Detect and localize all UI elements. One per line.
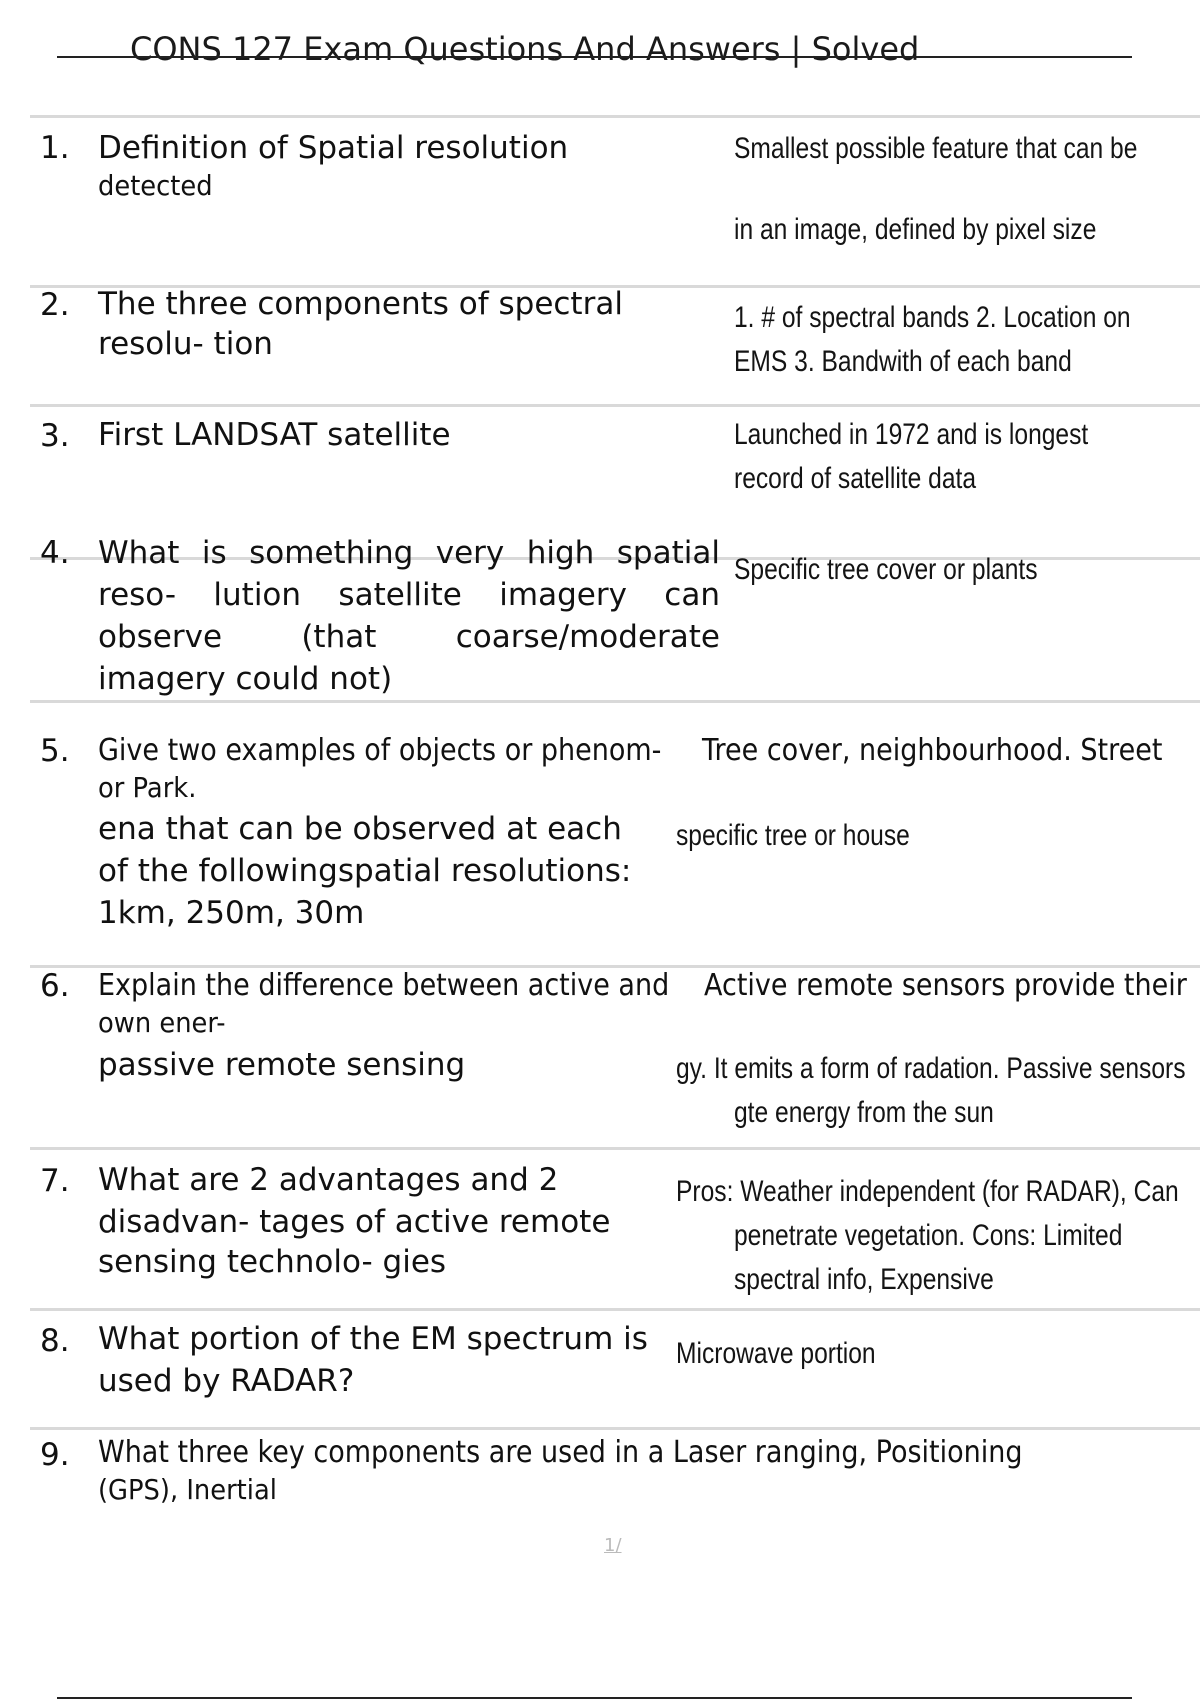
- page-title: CONS 127 Exam Questions And Answers | Solved: [130, 30, 920, 68]
- answer-text: in an image, defined by pixel size: [734, 213, 1097, 246]
- question-text: own ener-: [98, 1006, 226, 1039]
- item-number: 3.: [40, 418, 70, 454]
- answer-text: Active remote sensors provide their: [704, 968, 1187, 1003]
- page-number: 1/: [604, 1535, 622, 1556]
- answer-text: Smallest possible feature that can be: [734, 132, 1138, 165]
- question-text: sensing technolo- gies: [98, 1244, 447, 1280]
- question-text: or Park.: [98, 771, 197, 804]
- row-divider: [30, 1308, 1200, 1311]
- title-rule: [57, 56, 1132, 58]
- question-text: Give two examples of objects or phenom-: [98, 733, 662, 768]
- answer-text: Specific tree cover or plants: [734, 553, 1038, 586]
- item-number: 6.: [40, 968, 70, 1004]
- row-divider: [30, 404, 1200, 407]
- question-text: Explain the difference between active and: [98, 968, 670, 1003]
- question-text: imagery could not): [98, 661, 393, 697]
- item-number: 7.: [40, 1163, 70, 1199]
- answer-text: penetrate vegetation. Cons: Limited: [734, 1219, 1123, 1252]
- question-text: resolu- tion: [98, 326, 273, 362]
- question-text: disadvan- tages of active remote: [98, 1204, 611, 1240]
- question-text: of the followingspatial resolutions:: [98, 853, 632, 889]
- question-text: detected: [98, 169, 213, 202]
- answer-text: 1. # of spectral bands 2. Location on: [734, 301, 1131, 334]
- question-text: What is something very high spatial: [98, 535, 720, 571]
- item-number: 9.: [40, 1437, 70, 1473]
- answer-text: Pros: Weather independent (for RADAR), Can: [676, 1175, 1179, 1208]
- question-text: Definition of Spatial resolution: [98, 130, 569, 166]
- item-number: 2.: [40, 287, 70, 323]
- item-number: 1.: [40, 130, 70, 166]
- question-text: passive remote sensing: [98, 1047, 466, 1083]
- answer-text: spectral info, Expensive: [734, 1263, 994, 1296]
- item-number: 4.: [40, 535, 70, 571]
- question-text: What three key components are used in a Laser ranging, Positioning: [98, 1435, 1023, 1470]
- item-number: 5.: [40, 733, 70, 769]
- question-text: used by RADAR?: [98, 1363, 355, 1399]
- answer-text: Tree cover, neighbourhood. Street: [702, 733, 1163, 768]
- question-text: reso- lution satellite imagery can: [98, 577, 720, 613]
- question-text: What portion of the EM spectrum is: [98, 1321, 648, 1357]
- question-text: ena that can be observed at each: [98, 811, 622, 847]
- answer-text: gte energy from the sun: [734, 1096, 994, 1129]
- row-divider: [30, 700, 1200, 703]
- item-number: 8.: [40, 1323, 70, 1359]
- answer-text: record of satellite data: [734, 462, 977, 495]
- question-text: The three components of spectral: [98, 286, 623, 322]
- answer-text: Microwave portion: [676, 1337, 876, 1370]
- row-divider: [30, 1427, 1200, 1430]
- question-text: (GPS), Inertial: [98, 1473, 277, 1506]
- question-text: First LANDSAT satellite: [98, 417, 451, 453]
- answer-text: gy. It emits a form of radation. Passive sensors: [676, 1052, 1186, 1085]
- question-text: What are 2 advantages and 2: [98, 1162, 559, 1198]
- answer-text: EMS 3. Bandwith of each band: [734, 345, 1072, 378]
- row-divider: [30, 1147, 1200, 1150]
- row-divider: [30, 115, 1200, 118]
- footer-rule: [57, 1697, 1132, 1699]
- answer-text: specific tree or house: [676, 819, 910, 852]
- question-text: 1km, 250m, 30m: [98, 895, 365, 931]
- question-text: observe (that coarse/moderate: [98, 619, 720, 655]
- answer-text: Launched in 1972 and is longest: [734, 418, 1089, 451]
